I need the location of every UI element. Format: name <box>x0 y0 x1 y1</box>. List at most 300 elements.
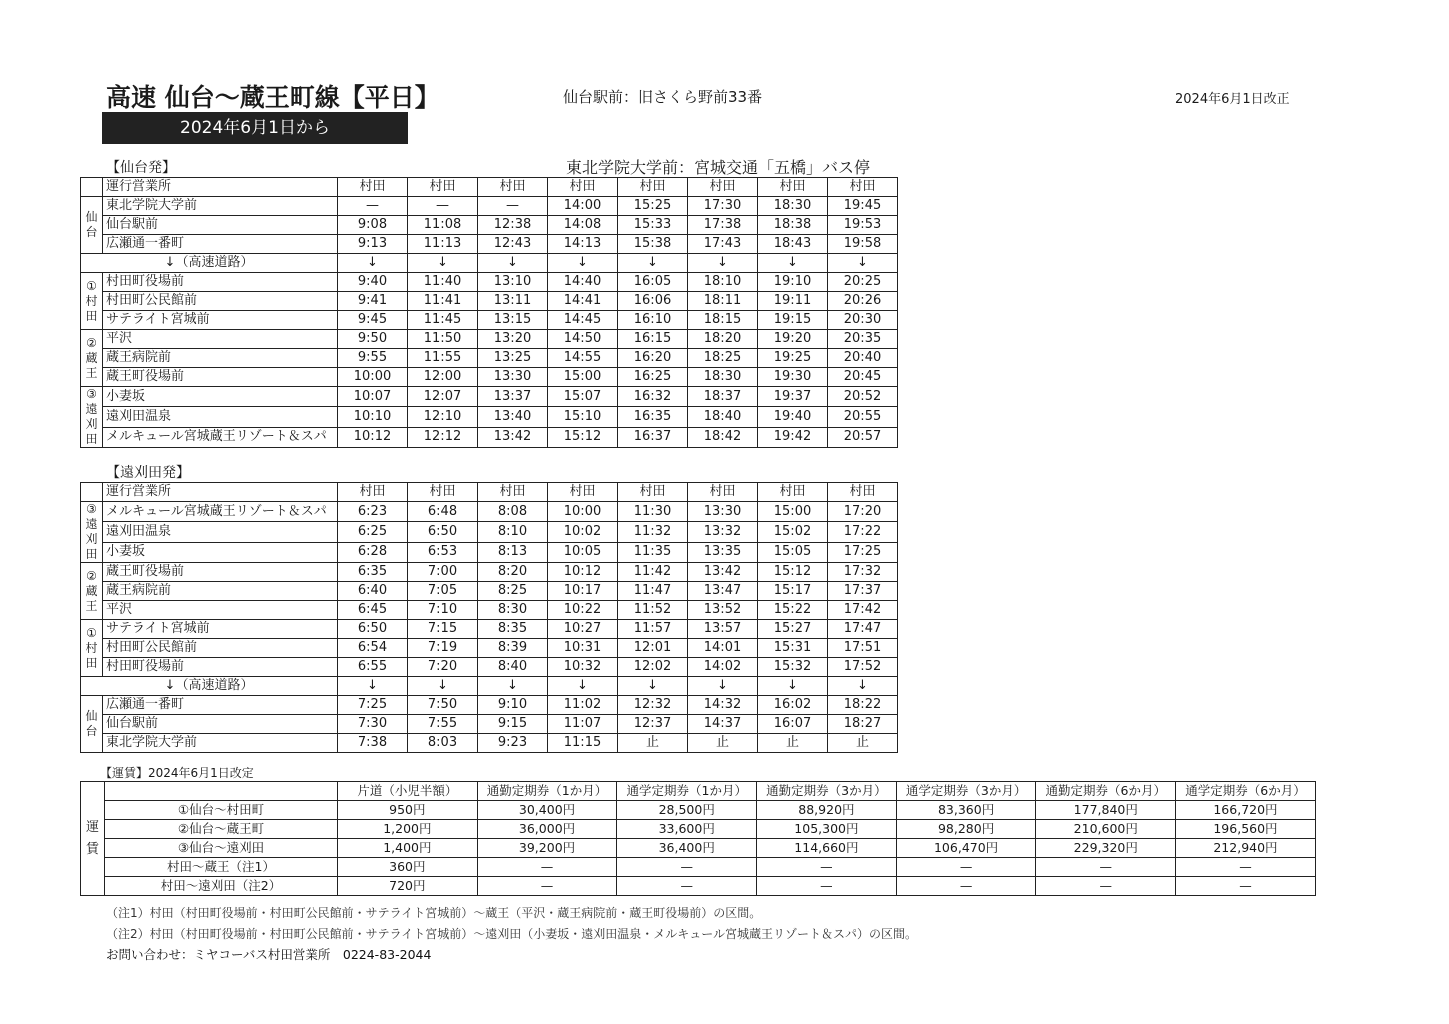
departure-time: 7:00 <box>408 563 478 582</box>
departure-time: 10:02 <box>548 522 618 542</box>
operator-cell: 村田 <box>548 178 618 197</box>
operator-cell: 村田 <box>828 178 898 197</box>
departure-time: — <box>478 197 548 216</box>
contact-info: お問い合わせ：ミヤコーバス村田営業所 0224-83-2044 <box>106 947 432 962</box>
departure-time: 17:52 <box>828 658 898 677</box>
departure-time: 17:22 <box>828 522 898 542</box>
departure-time: 14:41 <box>548 292 618 311</box>
departure-time: 17:47 <box>828 620 898 639</box>
fare-value: 229,320円 <box>1036 839 1176 858</box>
departure-time: 20:40 <box>828 349 898 368</box>
stop-name: メルキュール宮城蔵王リゾート＆スパ <box>103 427 338 447</box>
zone-label: ③遠刈田 <box>81 502 103 563</box>
operator-cell: 村田 <box>618 178 688 197</box>
departure-time: 11:35 <box>618 542 688 562</box>
fare-value: 30,400円 <box>477 801 617 820</box>
departure-time: 9:10 <box>478 696 548 715</box>
inbound-timetable <box>80 482 898 753</box>
departure-time: 18:15 <box>688 311 758 330</box>
departure-time: 18:30 <box>688 368 758 387</box>
effective-date-banner: 2024年6月1日から <box>102 112 408 144</box>
fare-value: 88,920円 <box>757 801 897 820</box>
departure-time: 16:07 <box>758 715 828 734</box>
departure-time: 15:17 <box>758 582 828 601</box>
departure-time: 11:02 <box>548 696 618 715</box>
departure-time: 18:22 <box>828 696 898 715</box>
stop-name: メルキュール宮城蔵王リゾート＆スパ <box>103 502 338 522</box>
down-arrow-icon: ↓ <box>478 677 548 696</box>
stop-row <box>81 639 898 658</box>
departure-time: 17:42 <box>828 601 898 620</box>
highway-label: ↓（高速道路） <box>81 254 338 273</box>
stop-row <box>81 311 898 330</box>
departure-time: 13:30 <box>478 368 548 387</box>
fare-value: 36,400円 <box>617 839 757 858</box>
departure-time: 9:23 <box>478 734 548 753</box>
departure-time: 19:15 <box>758 311 828 330</box>
departure-time: 11:57 <box>618 620 688 639</box>
departure-time: 17:43 <box>688 235 758 254</box>
departure-time: 14:40 <box>548 273 618 292</box>
fare-column-header: 通学定期券（3か月） <box>896 782 1036 801</box>
departure-time: 9:13 <box>338 235 408 254</box>
fare-value: 360円 <box>338 858 478 877</box>
fare-value: 1,400円 <box>338 839 478 858</box>
departure-time: 6:54 <box>338 639 408 658</box>
stop-row <box>81 696 898 715</box>
departure-time: 11:47 <box>618 582 688 601</box>
outbound-timetable <box>80 177 898 448</box>
departure-time: 14:55 <box>548 349 618 368</box>
departure-time: 止 <box>618 734 688 753</box>
zone-label: ②蔵王 <box>81 563 103 620</box>
operator-cell: 村田 <box>758 178 828 197</box>
departure-time: 止 <box>758 734 828 753</box>
departure-time: 20:25 <box>828 273 898 292</box>
departure-time: 9:50 <box>338 330 408 349</box>
down-arrow-icon: ↓ <box>408 254 478 273</box>
down-arrow-icon: ↓ <box>408 677 478 696</box>
zone-label: 仙台 <box>81 696 103 753</box>
departure-time: 19:20 <box>758 330 828 349</box>
departure-time: 11:50 <box>408 330 478 349</box>
stop-name: 蔵王病院前 <box>103 582 338 601</box>
departure-time: 13:57 <box>688 620 758 639</box>
departure-time: 14:37 <box>688 715 758 734</box>
fare-value: 212,940円 <box>1176 839 1316 858</box>
fare-row <box>81 839 1316 858</box>
departure-time: 15:32 <box>758 658 828 677</box>
departure-time: 16:35 <box>618 407 688 427</box>
departure-time: 7:15 <box>408 620 478 639</box>
departure-time: 17:20 <box>828 502 898 522</box>
departure-time: 13:37 <box>478 387 548 407</box>
stop-name: 仙台駅前 <box>103 715 338 734</box>
departure-time: 10:05 <box>548 542 618 562</box>
operator-cell: 村田 <box>478 178 548 197</box>
stop-row <box>81 522 898 542</box>
departure-time: 8:03 <box>408 734 478 753</box>
departure-time: 14:08 <box>548 216 618 235</box>
operator-row <box>81 483 898 502</box>
highway-row <box>81 677 898 696</box>
operator-cell: 村田 <box>548 483 618 502</box>
note-2: （注2）村田（村田町役場前・村田町公民館前・サテライト宮城前）～遠刈田（小妻坂・遠刈田温泉・メルキュール宮城蔵王リゾート＆スパ）の区間。 <box>106 927 918 941</box>
departure-time: 16:32 <box>618 387 688 407</box>
departure-time: 13:11 <box>478 292 548 311</box>
university-stop-location: 東北学院大学前：宮城交通「五橋」バス停 <box>566 158 871 177</box>
departure-time: 15:22 <box>758 601 828 620</box>
fare-route: ②仙台～蔵王町 <box>105 820 338 839</box>
departure-time: 12:07 <box>408 387 478 407</box>
stop-name: 東北学院大学前 <box>103 734 338 753</box>
stop-row <box>81 601 898 620</box>
departure-time: 19:40 <box>758 407 828 427</box>
departure-time: 18:38 <box>758 216 828 235</box>
departure-time: 16:06 <box>618 292 688 311</box>
fare-value: 166,720円 <box>1176 801 1316 820</box>
departure-time: 20:52 <box>828 387 898 407</box>
sendai-stop-note: 仙台駅前：旧さくら野前33番 <box>563 88 763 106</box>
departure-time: 18:11 <box>688 292 758 311</box>
departure-time: 19:42 <box>758 427 828 447</box>
departure-time: 7:05 <box>408 582 478 601</box>
fare-value: — <box>896 877 1036 896</box>
departure-time: 14:32 <box>688 696 758 715</box>
departure-time: 11:07 <box>548 715 618 734</box>
stop-name: サテライト宮城前 <box>103 311 338 330</box>
fare-value: 39,200円 <box>477 839 617 858</box>
down-arrow-icon: ↓ <box>548 254 618 273</box>
departure-time: 6:48 <box>408 502 478 522</box>
departure-time: 6:55 <box>338 658 408 677</box>
fare-value: — <box>896 858 1036 877</box>
operator-cell: 村田 <box>688 178 758 197</box>
departure-time: 20:45 <box>828 368 898 387</box>
departure-time: 11:15 <box>548 734 618 753</box>
down-arrow-icon: ↓ <box>688 677 758 696</box>
stop-name: 広瀬通一番町 <box>103 235 338 254</box>
departure-time: 11:42 <box>618 563 688 582</box>
departure-time: 20:35 <box>828 330 898 349</box>
departure-time: 15:00 <box>758 502 828 522</box>
stop-name: 仙台駅前 <box>103 216 338 235</box>
departure-time: 11:40 <box>408 273 478 292</box>
departure-time: 18:40 <box>688 407 758 427</box>
departure-time: 13:10 <box>478 273 548 292</box>
departure-time: 8:39 <box>478 639 548 658</box>
departure-time: 14:50 <box>548 330 618 349</box>
departure-time: 9:55 <box>338 349 408 368</box>
departure-time: 8:30 <box>478 601 548 620</box>
stop-name: 村田町公民館前 <box>103 639 338 658</box>
departure-time: 12:37 <box>618 715 688 734</box>
departure-time: 19:11 <box>758 292 828 311</box>
departure-time: 14:13 <box>548 235 618 254</box>
outbound-section-label: 【仙台発】 <box>106 160 176 176</box>
fare-route: ①仙台～村田町 <box>105 801 338 820</box>
departure-time: 止 <box>828 734 898 753</box>
operator-cell: 村田 <box>338 178 408 197</box>
operator-label: 運行営業所 <box>103 178 338 197</box>
fare-value: 196,560円 <box>1176 820 1316 839</box>
departure-time: 13:25 <box>478 349 548 368</box>
down-arrow-icon: ↓ <box>758 254 828 273</box>
departure-time: 17:25 <box>828 542 898 562</box>
departure-time: 12:00 <box>408 368 478 387</box>
departure-time: 8:10 <box>478 522 548 542</box>
fare-value: — <box>617 877 757 896</box>
zone-label: ②蔵王 <box>81 330 103 387</box>
zone-label: ①村田 <box>81 273 103 330</box>
fare-value: 114,660円 <box>757 839 897 858</box>
revision-date: 2024年6月1日改正 <box>1175 92 1290 107</box>
departure-time: 16:37 <box>618 427 688 447</box>
departure-time: 10:17 <box>548 582 618 601</box>
zone-label: ①村田 <box>81 620 103 677</box>
fare-value: — <box>477 858 617 877</box>
departure-time: 12:12 <box>408 427 478 447</box>
fare-row <box>81 858 1316 877</box>
stop-row <box>81 542 898 562</box>
fare-value: — <box>757 877 897 896</box>
stop-row <box>81 407 898 427</box>
departure-time: 11:45 <box>408 311 478 330</box>
fare-value: 28,500円 <box>617 801 757 820</box>
departure-time: 8:40 <box>478 658 548 677</box>
departure-time: 10:22 <box>548 601 618 620</box>
departure-time: 10:32 <box>548 658 618 677</box>
departure-time: 10:12 <box>338 427 408 447</box>
down-arrow-icon: ↓ <box>478 254 548 273</box>
fare-column-header: 通勤定期券（1か月） <box>477 782 617 801</box>
stop-name: 遠刈田温泉 <box>103 407 338 427</box>
departure-time: 6:35 <box>338 563 408 582</box>
departure-time: 7:55 <box>408 715 478 734</box>
stop-name: 小妻坂 <box>103 387 338 407</box>
stop-name: サテライト宮城前 <box>103 620 338 639</box>
departure-time: 11:41 <box>408 292 478 311</box>
fare-value: 83,360円 <box>896 801 1036 820</box>
departure-time: — <box>338 197 408 216</box>
fare-side-label: 運賃 <box>81 782 105 896</box>
departure-time: 10:00 <box>338 368 408 387</box>
departure-time: 9:15 <box>478 715 548 734</box>
departure-time: 18:43 <box>758 235 828 254</box>
inbound-section-label: 【遠刈田発】 <box>106 465 190 481</box>
fare-route: 村田～遠刈田（注2） <box>105 877 338 896</box>
stop-row <box>81 734 898 753</box>
fare-table <box>80 781 1316 896</box>
fare-value: — <box>1176 877 1316 896</box>
departure-time: 7:50 <box>408 696 478 715</box>
departure-time: 13:32 <box>688 522 758 542</box>
departure-time: 10:12 <box>548 563 618 582</box>
departure-time: 10:07 <box>338 387 408 407</box>
stop-row <box>81 620 898 639</box>
fare-value: 950円 <box>338 801 478 820</box>
departure-time: 16:05 <box>618 273 688 292</box>
departure-time: 19:53 <box>828 216 898 235</box>
departure-time: 18:42 <box>688 427 758 447</box>
departure-time: 7:19 <box>408 639 478 658</box>
fare-row <box>81 820 1316 839</box>
stop-row <box>81 368 898 387</box>
stop-name: 広瀬通一番町 <box>103 696 338 715</box>
departure-time: 20:30 <box>828 311 898 330</box>
fare-route: 村田～蔵王（注1） <box>105 858 338 877</box>
departure-time: 19:37 <box>758 387 828 407</box>
fare-row <box>81 877 1316 896</box>
stop-name: 村田町役場前 <box>103 273 338 292</box>
departure-time: 6:45 <box>338 601 408 620</box>
fare-value: 177,840円 <box>1036 801 1176 820</box>
operator-cell: 村田 <box>688 483 758 502</box>
departure-time: 9:40 <box>338 273 408 292</box>
down-arrow-icon: ↓ <box>618 677 688 696</box>
departure-time: 15:12 <box>758 563 828 582</box>
down-arrow-icon: ↓ <box>828 677 898 696</box>
down-arrow-icon: ↓ <box>758 677 828 696</box>
stop-row <box>81 273 898 292</box>
down-arrow-icon: ↓ <box>338 677 408 696</box>
stop-name: 小妻坂 <box>103 542 338 562</box>
stop-name: 蔵王町役場前 <box>103 368 338 387</box>
fare-value: 36,000円 <box>477 820 617 839</box>
fare-value: 105,300円 <box>757 820 897 839</box>
departure-time: 14:02 <box>688 658 758 677</box>
departure-time: 18:25 <box>688 349 758 368</box>
departure-time: 8:25 <box>478 582 548 601</box>
departure-time: 20:55 <box>828 407 898 427</box>
departure-time: 8:35 <box>478 620 548 639</box>
zone-label: 仙台 <box>81 197 103 254</box>
highway-row <box>81 254 898 273</box>
stop-row <box>81 197 898 216</box>
corner-cell <box>81 178 103 197</box>
departure-time: 11:55 <box>408 349 478 368</box>
down-arrow-icon: ↓ <box>828 254 898 273</box>
departure-time: 11:30 <box>618 502 688 522</box>
departure-time: 7:30 <box>338 715 408 734</box>
departure-time: 13:20 <box>478 330 548 349</box>
departure-time: 13:15 <box>478 311 548 330</box>
stop-row <box>81 582 898 601</box>
stop-row <box>81 216 898 235</box>
departure-time: 6:50 <box>338 620 408 639</box>
stop-row <box>81 349 898 368</box>
operator-cell: 村田 <box>408 483 478 502</box>
fare-column-header: 通学定期券（1か月） <box>617 782 757 801</box>
fare-value: 210,600円 <box>1036 820 1176 839</box>
fare-column-header: 通勤定期券（3か月） <box>757 782 897 801</box>
down-arrow-icon: ↓ <box>688 254 758 273</box>
departure-time: 7:10 <box>408 601 478 620</box>
departure-time: 8:13 <box>478 542 548 562</box>
departure-time: 10:27 <box>548 620 618 639</box>
fare-header-row <box>81 782 1316 801</box>
stop-name: 蔵王町役場前 <box>103 563 338 582</box>
departure-time: 19:25 <box>758 349 828 368</box>
fare-route: ③仙台～遠刈田 <box>105 839 338 858</box>
stop-row <box>81 292 898 311</box>
departure-time: 15:38 <box>618 235 688 254</box>
stop-name: 遠刈田温泉 <box>103 522 338 542</box>
departure-time: 19:10 <box>758 273 828 292</box>
departure-time: 11:32 <box>618 522 688 542</box>
departure-time: 17:51 <box>828 639 898 658</box>
fare-value: — <box>1176 858 1316 877</box>
zone-label: ③遠刈田 <box>81 387 103 448</box>
stop-row <box>81 502 898 522</box>
fare-value: — <box>617 858 757 877</box>
departure-time: 7:20 <box>408 658 478 677</box>
departure-time: 13:30 <box>688 502 758 522</box>
departure-time: 6:25 <box>338 522 408 542</box>
fare-section-title: 【運賃】2024年6月1日改定 <box>100 766 254 780</box>
departure-time: 15:31 <box>758 639 828 658</box>
departure-time: 12:10 <box>408 407 478 427</box>
departure-time: 10:00 <box>548 502 618 522</box>
departure-time: 16:15 <box>618 330 688 349</box>
departure-time: 13:42 <box>688 563 758 582</box>
note-1: （注1）村田（村田町役場前・村田町公民館前・サテライト宮城前）～蔵王（平沢・蔵王病院前・蔵王町役場前）の区間。 <box>106 906 762 920</box>
departure-time: 15:10 <box>548 407 618 427</box>
departure-time: 20:26 <box>828 292 898 311</box>
fare-column-header: 通勤定期券（6か月） <box>1036 782 1176 801</box>
departure-time: 18:10 <box>688 273 758 292</box>
departure-time: 14:45 <box>548 311 618 330</box>
departure-time: 17:32 <box>828 563 898 582</box>
departure-time: 9:45 <box>338 311 408 330</box>
operator-cell: 村田 <box>828 483 898 502</box>
down-arrow-icon: ↓ <box>338 254 408 273</box>
departure-time: 9:41 <box>338 292 408 311</box>
fare-value: 33,600円 <box>617 820 757 839</box>
stop-row <box>81 235 898 254</box>
down-arrow-icon: ↓ <box>618 254 688 273</box>
stop-name: 東北学院大学前 <box>103 197 338 216</box>
departure-time: 16:25 <box>618 368 688 387</box>
departure-time: 11:52 <box>618 601 688 620</box>
departure-time: 7:25 <box>338 696 408 715</box>
stop-row <box>81 715 898 734</box>
departure-time: 14:01 <box>688 639 758 658</box>
departure-time: 12:01 <box>618 639 688 658</box>
fare-corner-cell <box>105 782 338 801</box>
stop-row <box>81 427 898 447</box>
down-arrow-icon: ↓ <box>548 677 618 696</box>
departure-time: 10:31 <box>548 639 618 658</box>
departure-time: 20:57 <box>828 427 898 447</box>
departure-time: 6:40 <box>338 582 408 601</box>
departure-time: 15:12 <box>548 427 618 447</box>
departure-time: 6:23 <box>338 502 408 522</box>
departure-time: 15:07 <box>548 387 618 407</box>
departure-time: 8:08 <box>478 502 548 522</box>
operator-cell: 村田 <box>408 178 478 197</box>
departure-time: 18:27 <box>828 715 898 734</box>
fare-value: — <box>1036 877 1176 896</box>
departure-time: 9:08 <box>338 216 408 235</box>
departure-time: 15:25 <box>618 197 688 216</box>
departure-time: — <box>408 197 478 216</box>
departure-time: 12:43 <box>478 235 548 254</box>
departure-time: 12:38 <box>478 216 548 235</box>
operator-label: 運行営業所 <box>103 483 338 502</box>
departure-time: 18:37 <box>688 387 758 407</box>
departure-time: 18:20 <box>688 330 758 349</box>
